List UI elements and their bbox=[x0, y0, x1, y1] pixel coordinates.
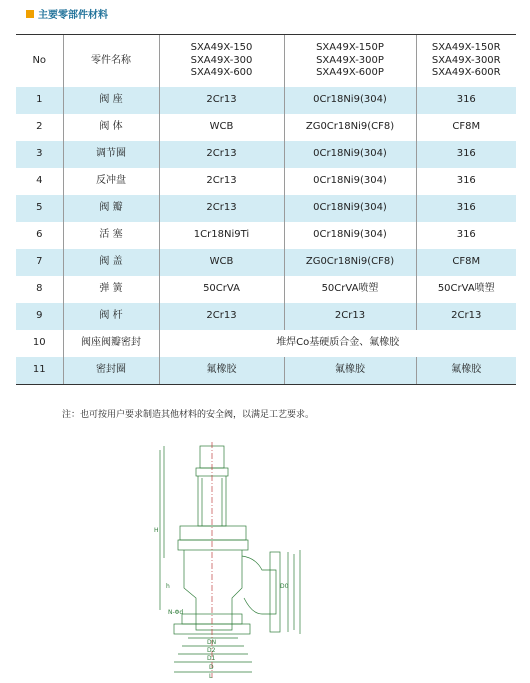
cell-material-1: 2Cr13 bbox=[159, 195, 284, 222]
title-square-icon bbox=[26, 10, 34, 18]
table-header-row bbox=[16, 35, 516, 88]
section-title-text: 主要零部件材料 bbox=[38, 10, 108, 21]
cell-part-name: 阀 瓣 bbox=[63, 195, 159, 222]
cell-material-1: 2Cr13 bbox=[159, 168, 284, 195]
cell-part-name: 阀 体 bbox=[63, 114, 159, 141]
cell-no: 10 bbox=[32, 337, 46, 349]
cell-part-name: 反冲盘 bbox=[63, 168, 159, 195]
header-model: SXA49X-150R bbox=[431, 42, 501, 54]
cell-material-3: 316 bbox=[416, 168, 516, 195]
header-no: No bbox=[16, 35, 63, 88]
cell-material-2: 0Cr18Ni9(304) bbox=[284, 87, 416, 114]
cell-material-3: 316 bbox=[416, 87, 516, 114]
cell-material-3: CF8M bbox=[416, 114, 516, 141]
label-H: H bbox=[154, 527, 159, 534]
cell-material-2: 0Cr18Ni9(304) bbox=[284, 141, 416, 168]
label-nd: N-Φd bbox=[168, 609, 184, 616]
header-model-col3 bbox=[416, 35, 516, 88]
cell-no: 3 bbox=[16, 141, 63, 168]
cell-material-2: 2Cr13 bbox=[284, 303, 416, 330]
cell-material-merged: 堆焊Co基硬质合金、氟橡胶 bbox=[159, 330, 516, 357]
cell-material-1: 2Cr13 bbox=[159, 141, 284, 168]
section-title bbox=[26, 6, 108, 21]
label-L: L bbox=[209, 673, 213, 680]
header-model: SXA49X-600P bbox=[316, 67, 384, 79]
cell-no: 8 bbox=[36, 283, 43, 295]
label-h: h bbox=[166, 583, 170, 590]
footnote: 注：也可按用户要求制造其他材料的安全阀，以满足工艺要求。 bbox=[62, 410, 315, 420]
cell-part-name: 活 塞 bbox=[63, 222, 159, 249]
table-row bbox=[16, 330, 516, 357]
cell-material-1: 50CrVA bbox=[159, 276, 284, 303]
cell-no: 6 bbox=[36, 229, 43, 241]
table-row bbox=[16, 249, 516, 276]
cell-material-1: 2Cr13 bbox=[159, 87, 284, 114]
cell-part-name: 阀座阀瓣密封 bbox=[63, 330, 159, 357]
cell-no: 1 bbox=[16, 87, 63, 114]
table-row bbox=[16, 276, 516, 303]
table-row bbox=[16, 114, 516, 141]
cell-material-1: WCB bbox=[159, 249, 284, 276]
materials-table bbox=[16, 34, 516, 385]
cell-material-1: 1Cr18Ni9Ti bbox=[159, 222, 284, 249]
cell-no: 4 bbox=[36, 175, 43, 187]
label-D1: D1 bbox=[207, 655, 216, 662]
cell-no: 9 bbox=[16, 303, 63, 330]
table-row bbox=[16, 222, 516, 249]
header-model: SXA49X-300R bbox=[431, 54, 501, 66]
table-row bbox=[16, 357, 516, 385]
cell-material-2: 0Cr18Ni9(304) bbox=[284, 195, 416, 222]
header-part-name: 零件名称 bbox=[63, 35, 159, 88]
cell-material-3: 316 bbox=[416, 222, 516, 249]
cell-material-3: 50CrVA喷塑 bbox=[416, 276, 516, 303]
header-model: SXA49X-150P bbox=[316, 42, 384, 54]
cell-material-1: 2Cr13 bbox=[159, 303, 284, 330]
cell-material-3: 316 bbox=[416, 141, 516, 168]
label-D2: D2 bbox=[207, 647, 216, 654]
label-DN: DN bbox=[207, 639, 217, 646]
cell-no: 5 bbox=[16, 195, 63, 222]
header-model: SXA49X-300 bbox=[190, 54, 253, 66]
cell-no: 7 bbox=[16, 249, 63, 276]
cell-material-3: CF8M bbox=[416, 249, 516, 276]
label-D0: D0 bbox=[280, 583, 289, 590]
table-row bbox=[16, 168, 516, 195]
cell-part-name: 阀 杆 bbox=[63, 303, 159, 330]
cell-material-2: 50CrVA喷塑 bbox=[284, 276, 416, 303]
cell-no: 11 bbox=[16, 357, 63, 385]
header-model: SXA49X-600 bbox=[190, 67, 253, 79]
cell-no: 2 bbox=[36, 121, 43, 133]
cell-part-name: 阀 座 bbox=[63, 87, 159, 114]
cell-material-2: 0Cr18Ni9(304) bbox=[284, 222, 416, 249]
valve-drawing bbox=[152, 438, 304, 680]
header-model-col1 bbox=[159, 35, 284, 88]
cell-part-name: 弹 簧 bbox=[63, 276, 159, 303]
header-model-col2 bbox=[284, 35, 416, 88]
cell-material-2: 0Cr18Ni9(304) bbox=[284, 168, 416, 195]
header-model: SXA49X-300P bbox=[316, 54, 384, 66]
cell-material-2: 氟橡胶 bbox=[284, 357, 416, 385]
cell-material-3: 2Cr13 bbox=[416, 303, 516, 330]
label-D: D bbox=[209, 664, 214, 671]
cell-part-name: 密封圈 bbox=[63, 357, 159, 385]
header-model: SXA49X-150 bbox=[190, 42, 253, 54]
cell-material-1: 氟橡胶 bbox=[159, 357, 284, 385]
table-row bbox=[16, 303, 516, 330]
cell-material-3: 316 bbox=[416, 195, 516, 222]
cell-material-1: WCB bbox=[159, 114, 284, 141]
cell-part-name: 调节圈 bbox=[63, 141, 159, 168]
table-row bbox=[16, 87, 516, 114]
cell-part-name: 阀 盖 bbox=[63, 249, 159, 276]
table-row bbox=[16, 195, 516, 222]
table-row bbox=[16, 141, 516, 168]
cell-material-2: ZG0Cr18Ni9(CF8) bbox=[284, 249, 416, 276]
header-model: SXA49X-600R bbox=[431, 67, 501, 79]
cell-material-2: ZG0Cr18Ni9(CF8) bbox=[284, 114, 416, 141]
cell-material-3: 氟橡胶 bbox=[416, 357, 516, 385]
